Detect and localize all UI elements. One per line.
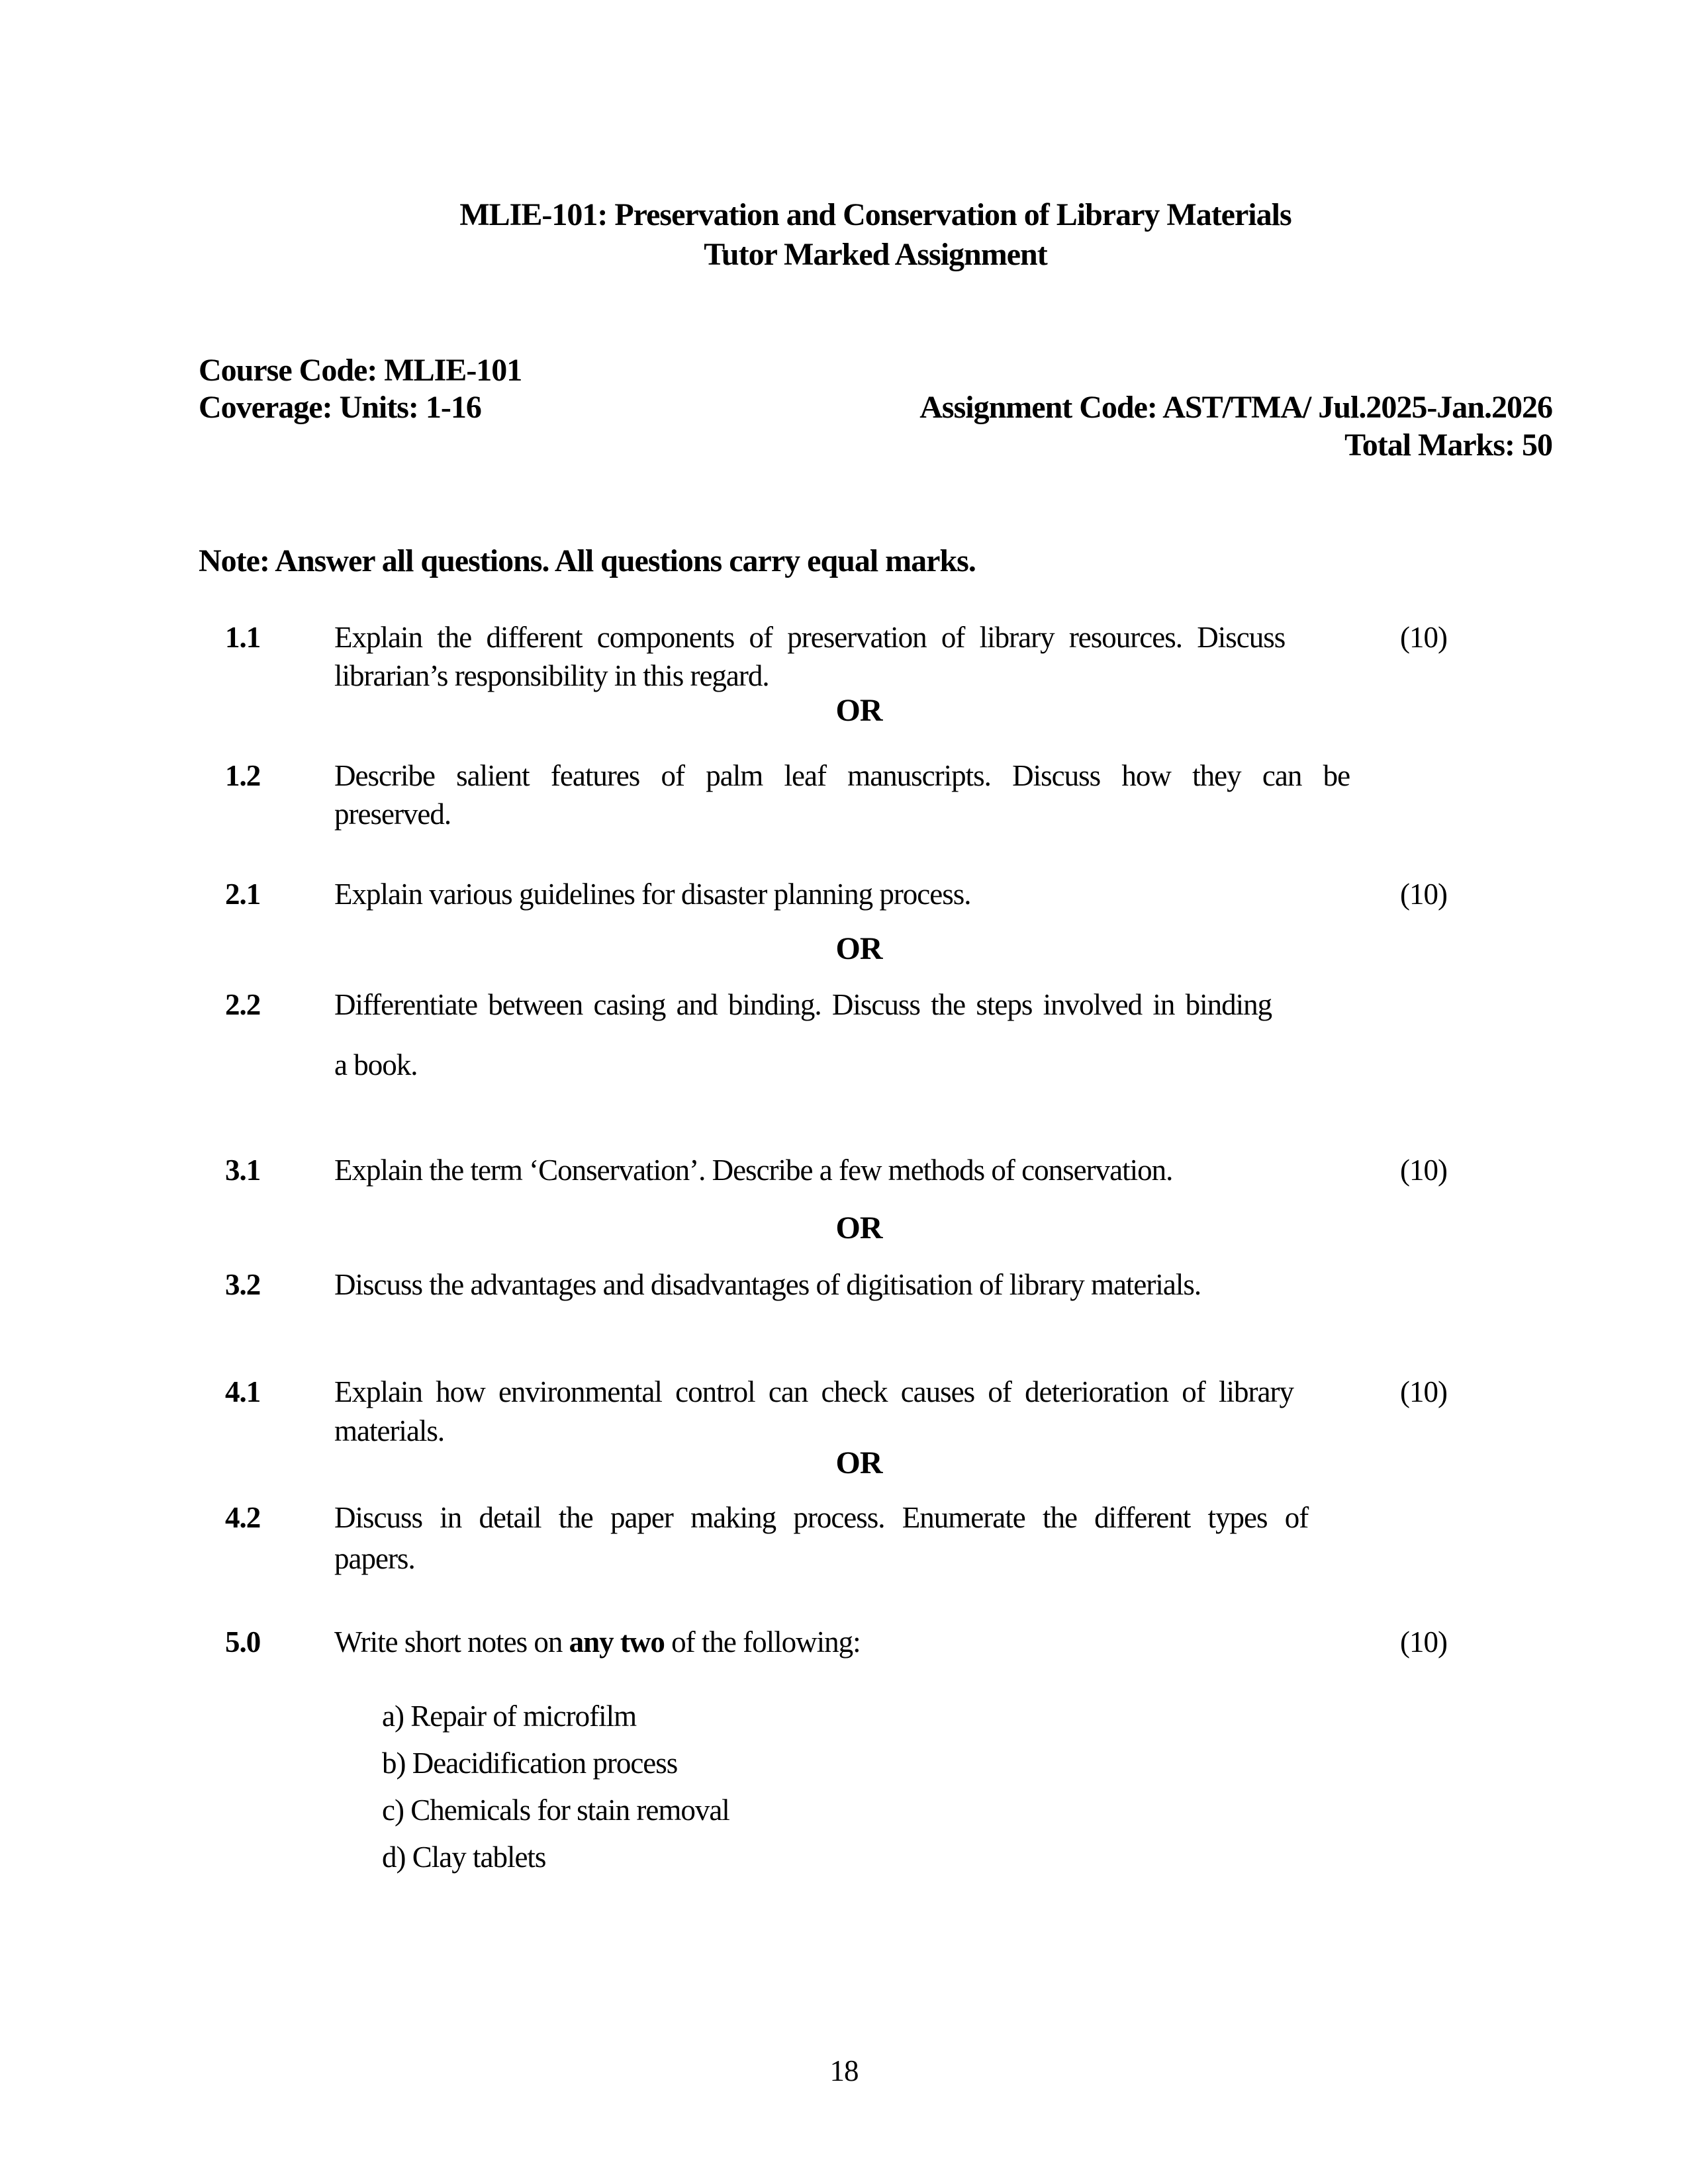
question-text-line: Discuss the advantages and disadvantages of digitisation of library materials.	[334, 1268, 1201, 1301]
question-text-line: librarian’s responsibility in this regard.	[334, 659, 769, 692]
page-title-line2: Tutor Marked Assignment	[704, 237, 1047, 272]
question-text-line: Differentiate between casing and binding. Discuss the steps involved in binding	[334, 988, 1272, 1021]
page-title-line1: MLIE-101: Preservation and Conservation of Library Materials	[459, 197, 1291, 232]
question-text-bold: any two	[569, 1625, 665, 1659]
question-text-line: materials.	[334, 1414, 445, 1447]
marks-badge: (10)	[1400, 1154, 1447, 1187]
question-text-line: Explain the different components of preservation of library resources. Discuss	[334, 621, 1286, 654]
question-text	[334, 1497, 1308, 1579]
question-text	[334, 1373, 1293, 1451]
question-text-line: papers.	[334, 1542, 415, 1575]
question-number: 1.1	[225, 621, 261, 654]
question-number: 3.1	[225, 1154, 261, 1187]
question-text-line: Explain various guidelines for disaster planning process.	[334, 878, 971, 911]
question-text	[334, 875, 971, 913]
question-text-post: of the following:	[664, 1625, 861, 1659]
marks-badge: (10)	[1400, 621, 1447, 654]
coverage: Coverage: Units: 1-16	[199, 390, 481, 425]
question-text-line: preserved.	[334, 797, 451, 831]
page-title	[199, 195, 1552, 275]
question-text-line: Discuss in detail the paper making process. Enumerate the different types of	[334, 1501, 1309, 1534]
marks-badge: (10)	[1400, 1625, 1447, 1659]
coverage-row	[199, 388, 1552, 427]
question-number: 3.2	[225, 1268, 261, 1301]
page-number: 18	[829, 2054, 859, 2087]
list-item-a: a) Repair of microfilm	[382, 1700, 637, 1733]
question-text-line: Describe salient features of palm leaf manuscripts. Discuss how they can be	[334, 759, 1350, 792]
question-text-line: a book.	[334, 1048, 418, 1081]
question-text-line	[334, 1623, 861, 1661]
question-number: 2.1	[225, 878, 261, 911]
course-code: Course Code: MLIE-101	[199, 353, 522, 388]
question-text-line: Explain how environmental control can check causes of deterioration of library	[334, 1375, 1293, 1408]
question-text	[334, 1151, 1172, 1189]
list-item-b: b) Deacidification process	[382, 1747, 678, 1780]
list-item-d: d) Clay tablets	[382, 1841, 546, 1874]
total-marks: Total Marks: 50	[1344, 428, 1552, 463]
assignment-code: Assignment Code: AST/TMA/ Jul.2025-Jan.2026	[919, 390, 1552, 425]
or-separator: OR	[835, 693, 882, 728]
question-number: 4.1	[225, 1375, 261, 1408]
question-text	[334, 1623, 861, 1661]
or-separator: OR	[835, 1210, 882, 1246]
note: Note: Answer all questions. All questions carry equal marks.	[199, 543, 976, 578]
question-text	[334, 975, 1272, 1095]
question-number: 5.0	[225, 1625, 261, 1659]
question-text	[334, 618, 1285, 695]
list-item-c: c) Chemicals for stain removal	[382, 1794, 729, 1827]
marks-badge: (10)	[1400, 1375, 1447, 1408]
question-number: 2.2	[225, 988, 261, 1021]
or-separator: OR	[835, 931, 882, 966]
question-number: 4.2	[225, 1501, 261, 1534]
question-text	[334, 756, 1350, 833]
question-text	[334, 1265, 1201, 1304]
question-text-line: Explain the term ‘Conservation’. Describe a few methods of conservation.	[334, 1154, 1173, 1187]
marks-badge: (10)	[1400, 878, 1447, 911]
question-text-pre: Write short notes on	[334, 1625, 569, 1659]
or-separator: OR	[835, 1445, 882, 1480]
question-number: 1.2	[225, 759, 261, 792]
